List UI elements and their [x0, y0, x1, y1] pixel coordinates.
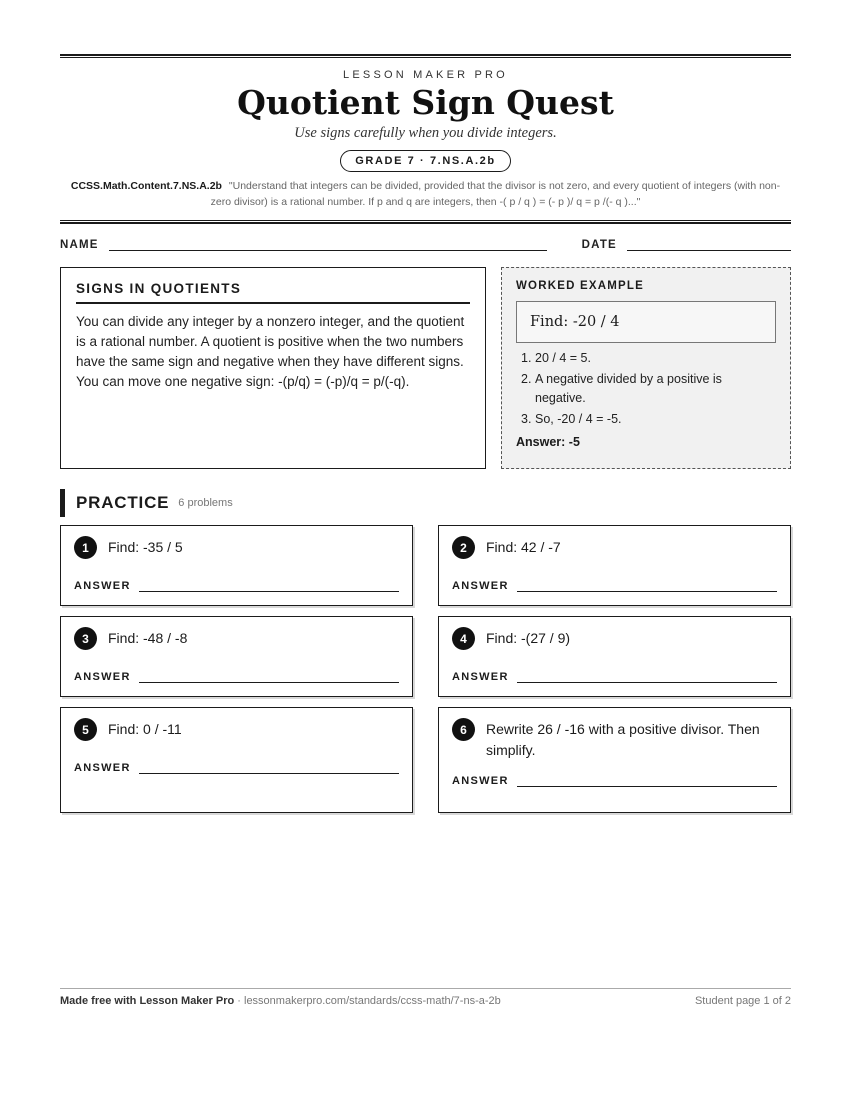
practice-grid	[60, 525, 791, 823]
page-subtitle: Use signs carefully when you divide integers.	[294, 125, 557, 141]
step-item: 3. So, -20 / 4 = -5.	[521, 412, 622, 426]
problem-prompt: Find: 42 / -7	[486, 539, 561, 555]
worked-example-heading: WORKED EXAMPLE	[516, 280, 644, 292]
problem-number-badge: 4	[452, 627, 475, 650]
worked-example-problem: Find: -20 / 4	[516, 301, 776, 343]
problem-card	[438, 616, 791, 697]
answer-label: ANSWER	[452, 775, 509, 787]
problem-number-badge: 2	[452, 536, 475, 559]
header-bottom-rule	[60, 220, 791, 224]
problem-number-badge: 3	[74, 627, 97, 650]
page-footer	[60, 988, 791, 1007]
problem-card	[438, 707, 791, 813]
worked-example-answer: Answer: -5	[516, 435, 580, 449]
worked-example-box	[501, 267, 791, 469]
header-top-rule	[60, 54, 791, 58]
signs-heading: SIGNS IN QUOTIENTS	[76, 281, 470, 304]
answer-label: ANSWER	[452, 580, 509, 592]
date-label: DATE	[581, 239, 617, 251]
answer-field[interactable]	[517, 584, 777, 592]
step-item: 1. 20 / 4 = 5.	[521, 351, 591, 365]
answer-label: ANSWER	[452, 671, 509, 683]
problem-prompt: Rewrite 26 / -16 with a positive divisor. Then simplify.	[486, 721, 760, 758]
answer-label: ANSWER	[74, 671, 131, 683]
practice-header	[60, 489, 791, 517]
step-item: 2. A negative divided by a positive is negative.	[521, 372, 722, 405]
answer-field[interactable]	[139, 766, 399, 774]
grade-badge: GRADE 7 · 7.NS.A.2b	[340, 150, 510, 172]
page-title: Quotient Sign Quest	[237, 83, 614, 122]
answer-label: ANSWER	[74, 762, 131, 774]
worked-example-steps	[516, 349, 776, 429]
standard-description	[60, 178, 791, 210]
answer-field[interactable]	[517, 779, 777, 787]
name-label: NAME	[60, 239, 99, 251]
footer-page-label: Student page 1 of 2	[694, 995, 791, 1007]
worksheet-page	[60, 54, 791, 823]
problem-number-badge: 5	[74, 718, 97, 741]
problem-prompt: Find: -35 / 5	[108, 539, 183, 555]
answer-field[interactable]	[139, 584, 399, 592]
name-field[interactable]	[109, 241, 547, 251]
problem-card	[438, 525, 791, 606]
date-field[interactable]	[627, 241, 791, 251]
signs-in-quotients-box	[60, 267, 486, 469]
problem-card	[60, 616, 413, 697]
signs-body: You can divide any integer by a nonzero integer, and the quotient is a rational number. A quotient is positive when the two numbers have the same sign and negative when they have different signs. You can move one negative sign: -(p/q) = (-p)/q = p/(-q).	[76, 314, 465, 389]
practice-count: 6 problems	[178, 497, 233, 509]
answer-label: ANSWER	[74, 580, 131, 592]
footer-url[interactable]: · lessonmakerpro.com/standards/ccss-math/7-ns-a-2b	[234, 995, 501, 1007]
problem-card	[60, 707, 413, 813]
standard-code: CCSS.Math.Content.7.NS.A.2b	[70, 180, 222, 192]
answer-field[interactable]	[517, 675, 777, 683]
standard-text: "Understand that integers can be divided, provided that the divisor is not zero, and every quotient of integers (with non-zero divisor) is a rational number. If p and q are integers, then -( p / q ) = (- p )/ q = p /(- q )..."	[210, 180, 781, 208]
footer-credit	[60, 995, 501, 1007]
problem-prompt: Find: 0 / -11	[108, 721, 182, 737]
footer-made-with: Made free with Lesson Maker Pro	[60, 995, 235, 1007]
problem-prompt: Find: -48 / -8	[108, 630, 188, 646]
problem-number-badge: 6	[452, 718, 475, 741]
name-date-row	[60, 239, 791, 251]
problem-number-badge: 1	[74, 536, 97, 559]
practice-title: PRACTICE	[76, 493, 170, 512]
brand-name: LESSON MAKER PRO	[343, 69, 508, 81]
answer-field[interactable]	[139, 675, 399, 683]
problem-prompt: Find: -(27 / 9)	[486, 630, 571, 646]
problem-card	[60, 525, 413, 606]
